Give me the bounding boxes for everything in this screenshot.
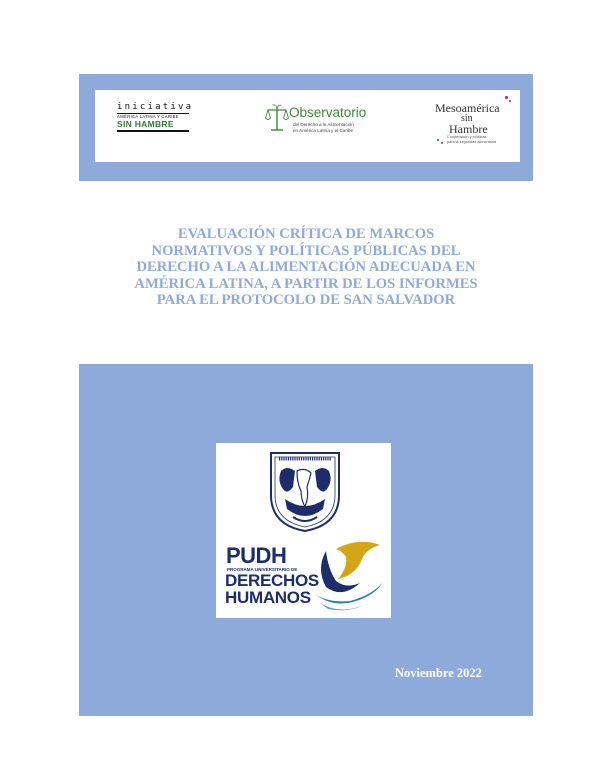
mesoamerica-tagline-1: Cooperación y políticas (447, 135, 487, 139)
partner-logos-strip (95, 90, 520, 162)
title-line: AMÉRICA LATINA, A PARTIR DE LOS INFORMES (134, 275, 478, 292)
observatorio-logo (265, 103, 375, 143)
unam-seal-icon (263, 447, 347, 533)
unam-pudh-logo (216, 443, 391, 618)
publication-date: Noviembre 2022 (395, 666, 482, 680)
pudh-bird-icon (306, 539, 386, 617)
document-title (80, 226, 532, 309)
title-line: PARA EL PROTOCOLO DE SAN SALVADOR (156, 292, 456, 309)
pudh-derechos: DERECHOS (225, 571, 319, 590)
meso-dot (441, 142, 443, 144)
pudh-subtitle: PROGRAMA UNIVERSITARIO DE (227, 567, 298, 572)
mesoamerica-tagline-2: para la seguridad alimentaria (447, 139, 496, 144)
iniciativa-logo (117, 102, 194, 136)
title-line: EVALUACIÓN CRÍTICA DE MARCOS (177, 226, 435, 242)
pudh-humanos: HUMANOS (225, 588, 311, 607)
observatorio-sub-line-1: del Derecho a la Alimentación (293, 122, 354, 127)
iniciativa-word: iniciativa (117, 102, 194, 112)
observatorio-sub-line-2: en América Latina y el Caribe (293, 127, 354, 133)
meso-dot (505, 96, 508, 99)
meso-dot (509, 100, 511, 102)
title-line: NORMATIVOS Y POLÍTICAS PÚBLICAS DEL (151, 242, 461, 259)
cover-band (79, 364, 533, 716)
pudh-acronym: PUDH (226, 543, 287, 568)
scales-icon (265, 103, 289, 135)
mesoamerica-hambre: Hambre (449, 122, 488, 136)
mesoamerica-logo (435, 102, 511, 150)
iniciativa-subtitle: AMÉRICA LATINA Y CARIBE (117, 114, 179, 119)
pudh-name (225, 572, 319, 606)
meso-dot (437, 139, 439, 141)
iniciativa-bold: SIN HAMBRE (117, 119, 174, 129)
mesoamerica-sin: sin (461, 113, 473, 124)
iniciativa-underline (117, 130, 189, 132)
observatorio-subtitle (293, 122, 354, 133)
observatorio-title: Observatorio (289, 105, 367, 120)
mesoamerica-title: Mesoamérica (435, 101, 500, 115)
title-line: DERECHO A LA ALIMENTACIÓN ADECUADA EN (136, 259, 476, 276)
